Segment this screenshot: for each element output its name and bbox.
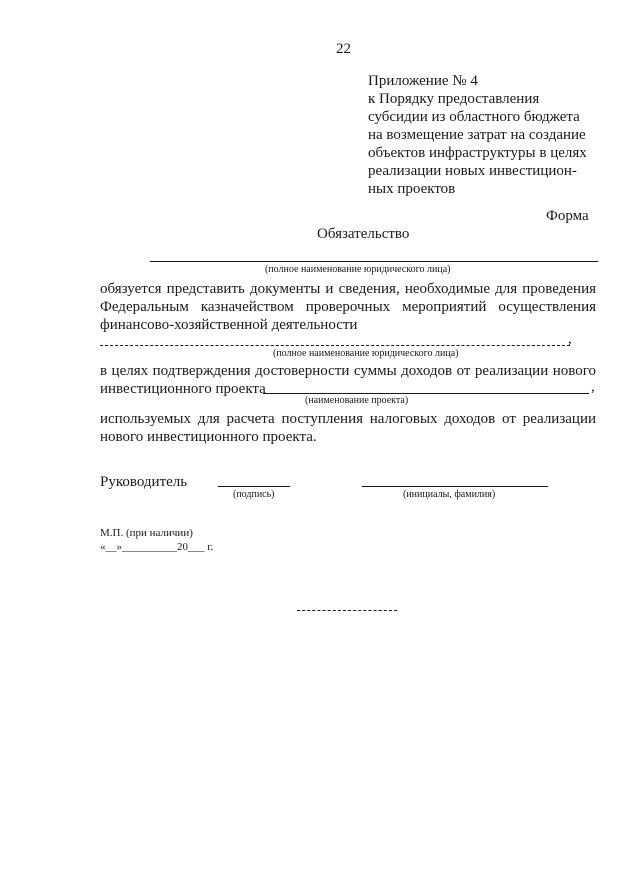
appendix-line-2: к Порядку предоставления [368, 91, 540, 107]
date-line: «__»__________20___ г. [100, 541, 214, 553]
end-of-document-divider [297, 610, 397, 611]
paragraph-2-line-2: инвестиционного проекта [100, 381, 266, 397]
appendix-line-3: субсидии из областного бюджета [368, 109, 580, 125]
caption-entity-2: (полное наименование юридического лица) [273, 348, 459, 359]
comma-2: , [591, 379, 595, 395]
entity-name-line-1 [150, 261, 598, 262]
signature-line [218, 486, 290, 487]
stamp-line: М.П. (при наличии) [100, 527, 193, 539]
appendix-line-6: реализации новых инвестицион- [368, 163, 577, 179]
paragraph-1-line-2: Федеральным казначейством проверочных мероприятий осуществления [100, 299, 596, 315]
paragraph-2-line-1: в целях подтверждения достоверности суммы доходов от реализации нового [100, 363, 596, 379]
paragraph-1-line-3: финансово-хозяйственной деятельности [100, 317, 358, 333]
paragraph-1-line-1: обязуется представить документы и сведения, необходимые для проведения [100, 281, 596, 297]
name-line [362, 486, 548, 487]
appendix-line-4: на возмещение затрат на создание [368, 127, 586, 143]
paragraph-3-line-1: используемых для расчета поступления налоговых доходов от реализации [100, 411, 596, 427]
doc-title: Обязательство [317, 226, 410, 242]
caption-name: (инициалы, фамилия) [403, 489, 496, 500]
entity-name-line-2 [100, 345, 570, 346]
appendix-line-7: ных проектов [368, 181, 456, 197]
page-number: 22 [336, 41, 351, 57]
appendix-line-5: объектов инфраструктуры в целях [368, 145, 587, 161]
project-name-line [263, 393, 589, 394]
caption-signature: (подпись) [233, 489, 275, 500]
caption-project: (наименование проекта) [305, 395, 409, 406]
comma-1: , [568, 331, 572, 347]
paragraph-3-line-2: нового инвестиционного проекта. [100, 429, 317, 445]
caption-entity-1: (полное наименование юридического лица) [265, 264, 451, 275]
form-label: Форма [546, 208, 589, 224]
appendix-line-1: Приложение № 4 [368, 73, 478, 89]
signature-role: Руководитель [100, 474, 188, 490]
